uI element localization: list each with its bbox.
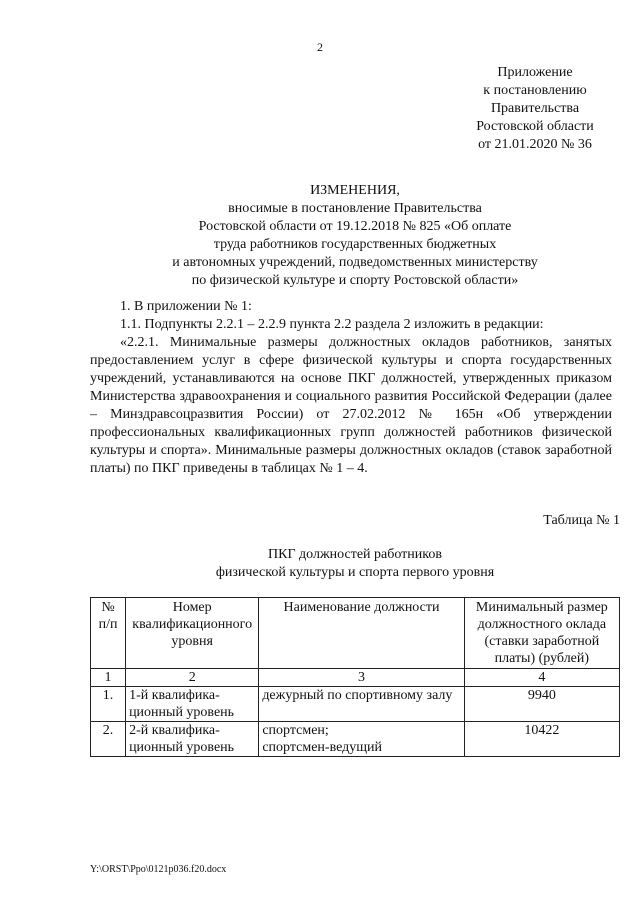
title-line: вносимые в постановление Правительства [228,201,482,216]
row-salary: 9940 [464,687,619,722]
annex-line: к постановлению [483,83,587,98]
table-caption [90,546,620,582]
caption-line: физической культуры и спорта первого уровня [215,565,495,580]
item-1-1: 1.1. Подпункты 2.2.1 – 2.2.9 пункта 2.2 раздела 2 изложить в редакции: [120,317,544,332]
annex-line: Приложение [497,65,573,80]
row-level: 2-й квалифика-ционный уровень [126,722,259,757]
item-1: 1. В приложении № 1: [120,299,252,314]
row-level: 1-й квалифика-ционный уровень [126,687,259,722]
page-number: 2 [317,40,323,54]
annex-line: от 21.01.2020 № 36 [478,137,592,152]
table-row [91,722,620,757]
column-number: 4 [464,669,619,687]
row-salary: 10422 [464,722,619,757]
title-line: труда работников государственных бюджетных [213,237,497,252]
title-line: Ростовской области от 19.12.2018 № 825 «Об оплате [198,219,512,234]
table-header-row [91,598,620,669]
title-line: и автономных учреждений, подведомственных министерству [172,255,538,270]
annex-line: Правительства [490,101,580,116]
table-label: Таблица № 1 [543,513,620,528]
row-position: дежурный по спортивному залу [259,687,464,722]
column-number: 3 [259,669,464,687]
salary-table [90,597,620,757]
caption-line: ПКГ должностей работников [268,547,442,562]
row-number: 1. [91,687,126,722]
document-body [90,298,612,478]
column-number: 1 [91,669,126,687]
header-salary: Минимальный размер должностного оклада (ставки заработной платы) (рублей) [464,598,619,669]
document-title [90,182,620,290]
file-path-footer: Y:\ORST\Ppo\0121p036.f20.docx [90,864,227,875]
table-row [91,687,620,722]
paragraph-2-2-1: «2.2.1. Минимальные размеры должностных окладов работников, занятых предоставлением услуг в сфере физической культуры и спорта государственных учреждений, устанавливаются на основе ПКГ должностей, утвержденных приказом Министерства здравоохранения и социального развития Российской Федерации (далее – Минздравсоцразвития России) от 27.02.2012 № 165н «Об утверждении профессиональных квалификационных групп должностей работников физической культуры и спорта». Минимальные размеры должностных окладов (ставок заработной платы) по ПКГ приведены в таблицах № 1 – 4. [90,335,612,476]
row-position: спортсмен; спортсмен-ведущий [259,722,464,757]
annex-block [440,64,630,154]
title-heading: ИЗМЕНЕНИЯ, [310,183,400,198]
column-number-row [91,669,620,687]
header-level: Номер квалификационного уровня [126,598,259,669]
header-position: Наименование должности [259,598,464,669]
header-number: № п/п [91,598,126,669]
column-number: 2 [126,669,259,687]
title-line: по физической культуре и спорту Ростовской области» [191,273,519,288]
annex-line: Ростовской области [476,119,594,134]
row-number: 2. [91,722,126,757]
